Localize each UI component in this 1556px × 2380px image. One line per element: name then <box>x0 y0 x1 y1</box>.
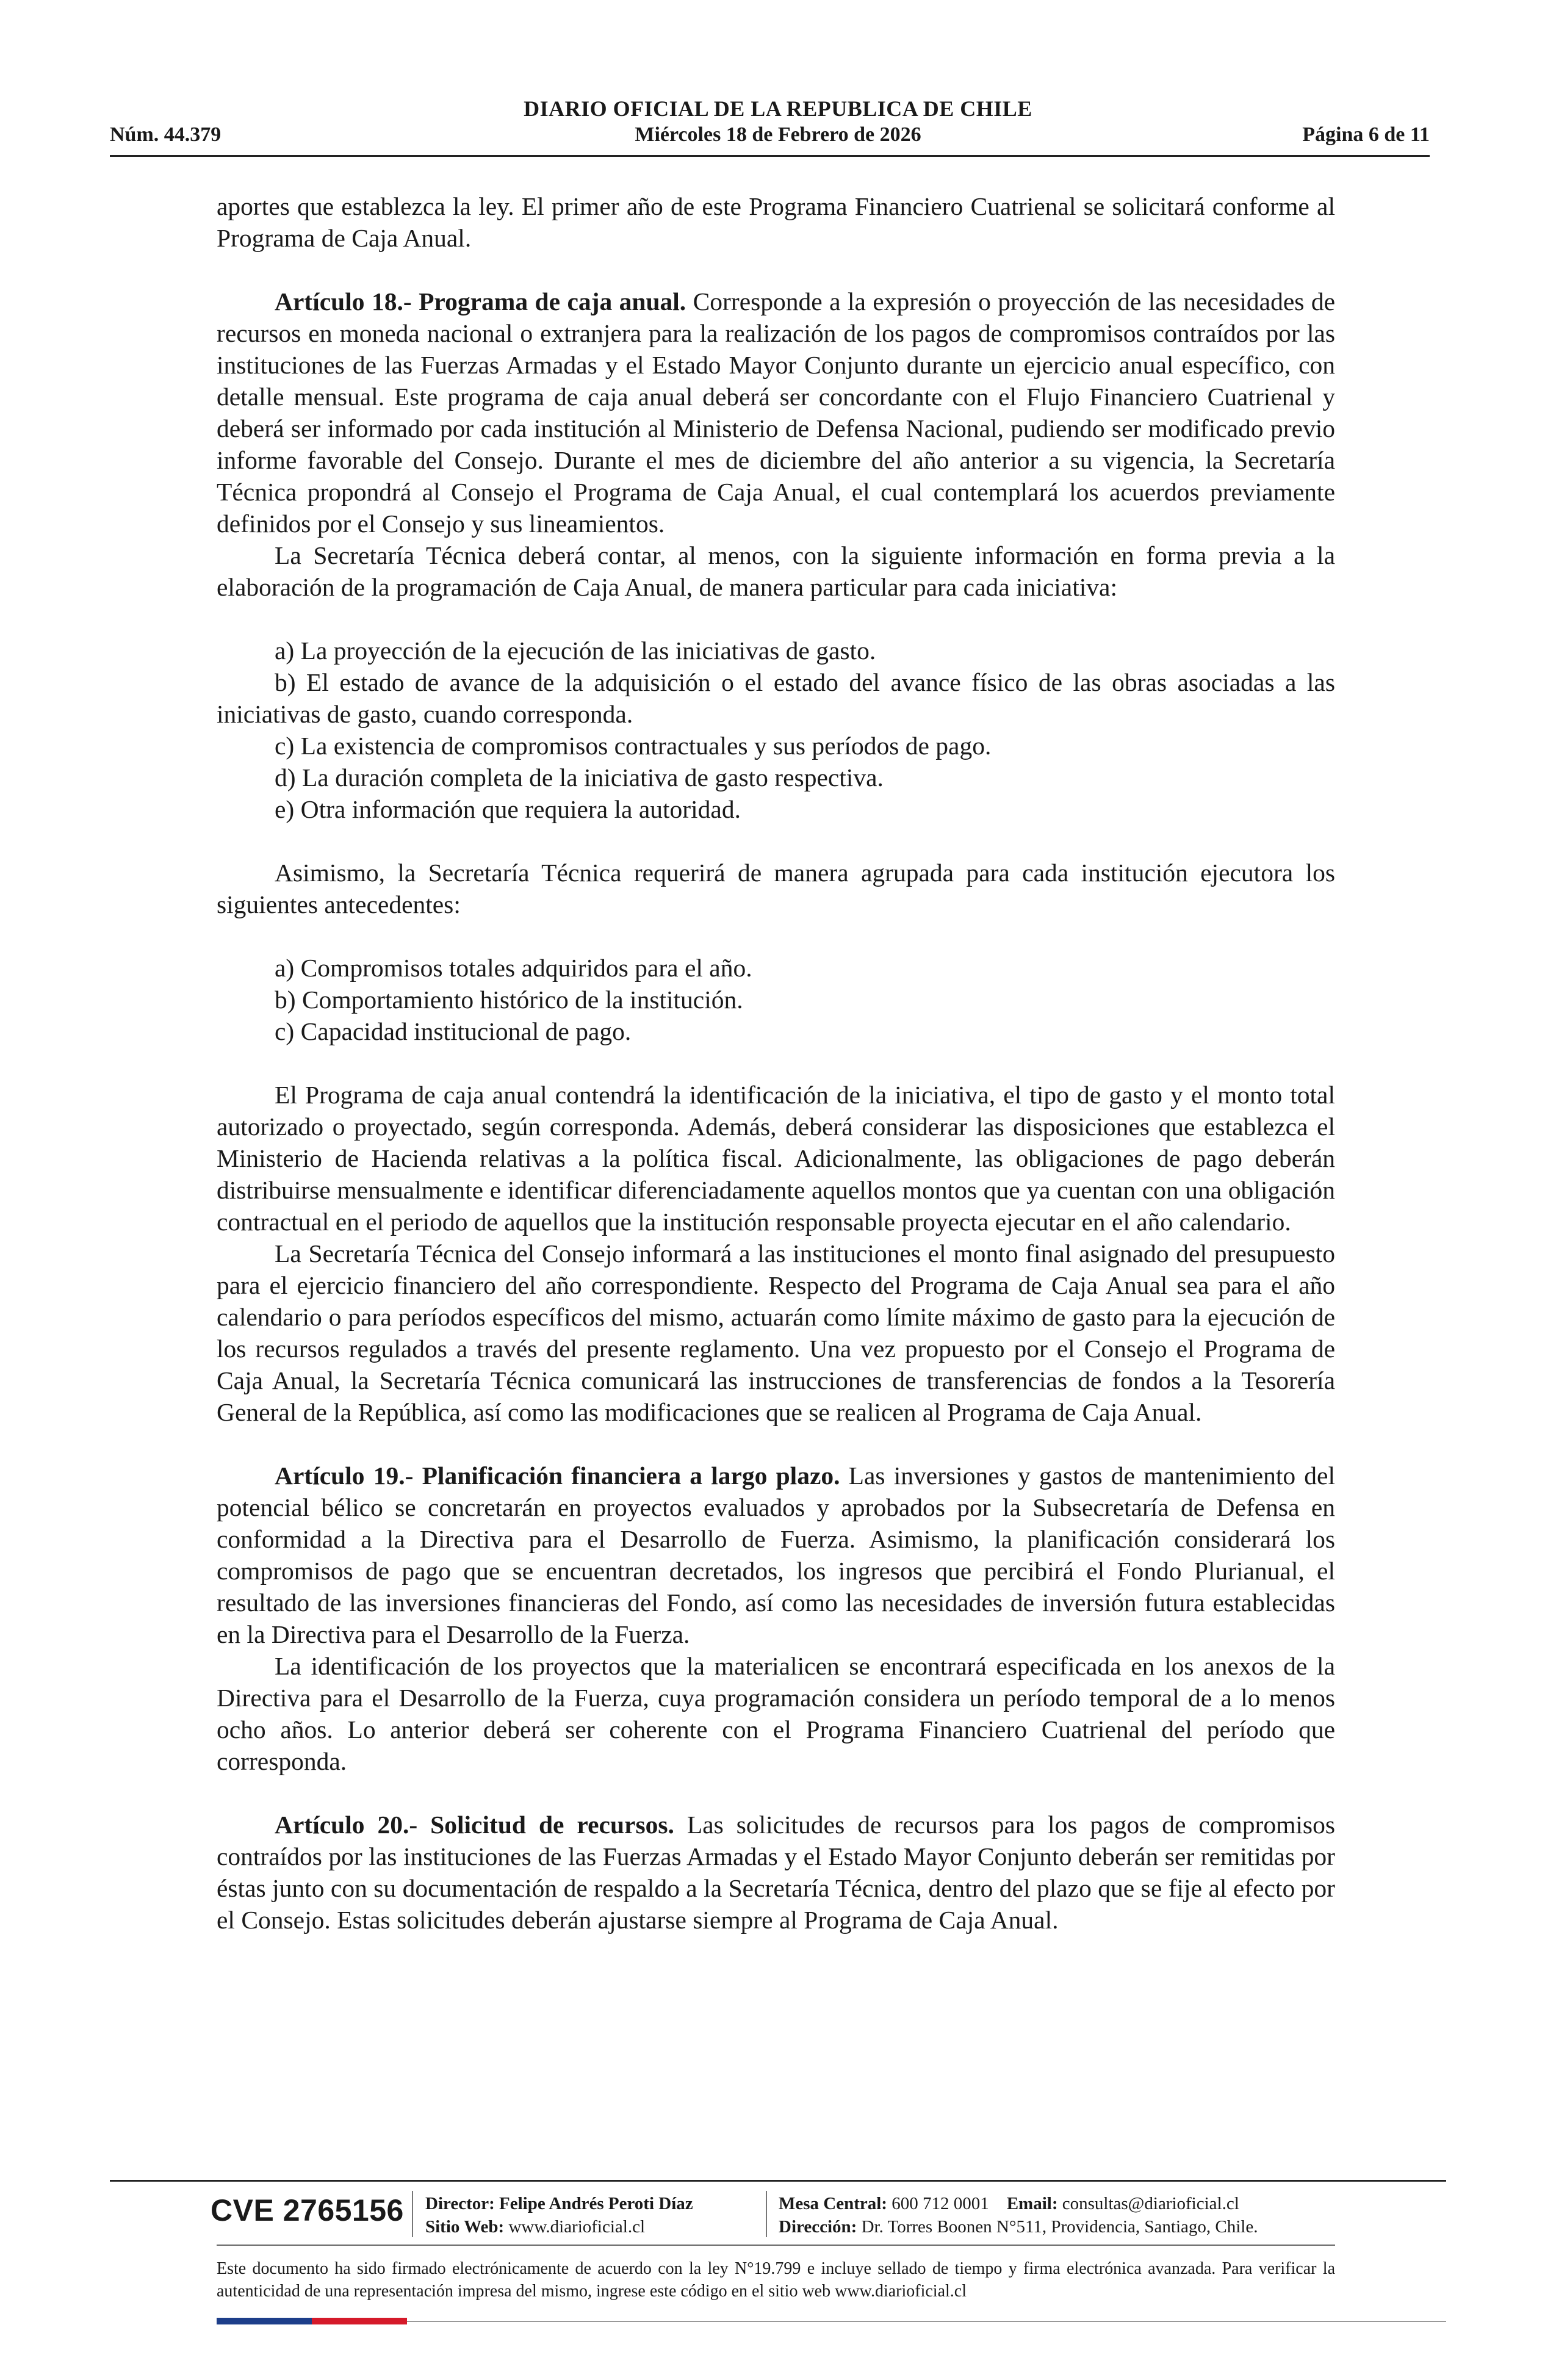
email-link[interactable]: consultas@diarioficial.cl <box>1062 2194 1239 2213</box>
article-18-text: Corresponde a la expresión o proyección de las necesidades de recursos en moneda nacional o extranjera para la realización de los pagos de compromisos contraídos por las instituciones de las Fuerzas Armadas y el Estado Mayor Conjunto durante un ejercicio anual específico, con detalle mensual. Este programa de caja anual deberá ser concordante con el Flujo Financiero Cuatrienal y deberá ser informado por cada institución al Ministerio de Defensa Nacional, pudiendo ser modificado previo informe favorable del Consejo. Durante el mes de diciembre del año anterior a su vigencia, la Secretaría Técnica propondrá al Consejo el Programa de Caja Anual, el cual contemplará los acuerdos previamente definidos por el Consejo y sus lineamientos. <box>217 287 1335 538</box>
website-link[interactable]: www.diarioficial.cl <box>508 2217 646 2237</box>
phone-label: Mesa Central: <box>779 2194 887 2213</box>
article-18-paragraph: La Secretaría Técnica del Consejo informará a las instituciones el monto final asignado del presupuesto para el ejercicio financiero del año correspondiente. Respecto del Programa de Caja Anual sea para el año calendario o para períodos específicos del mismo, actuarán como límite máximo de gasto para la ejecución de los recursos regulados a través del presente reglamento. Una vez propuesto por el Consejo el Programa de Caja Anual, la Secretaría Técnica comunicará las instrucciones de transferencias de fondos a la Tesorería General de la República, así como las modificaciones que se realicen al Programa de Caja Anual. <box>217 1239 1335 1426</box>
list-item: c) La existencia de compromisos contractuales y sus períodos de pago. <box>275 732 992 760</box>
article-18-heading: Artículo 18.- Programa de caja anual. <box>275 287 686 316</box>
footer-divider <box>110 2180 1446 2182</box>
chile-flag-stripe <box>217 2318 407 2324</box>
article-18-paragraph: Asimismo, la Secretaría Técnica requerirá de manera agrupada para cada institución ejecutora los siguientes antecedentes: <box>217 859 1335 918</box>
footer-contact-block <box>779 2192 1258 2238</box>
article-18-paragraph: El Programa de caja anual contendrá la identificación de la iniciativa, el tipo de gasto y el monto total autorizado o proyectado, según corresponda. Además, deberá considerar las disposiciones que establezca el Ministerio de Hacienda relativas a la política fiscal. Adicionalmente, las obligaciones de pago deberán distribuirse mensualmente e identificar diferenciadamente aquellos montos que ya cuentan con una obligación contractual en el periodo de aquellos que la institución responsable proyecta ejecutar en el año calendario. <box>217 1081 1335 1236</box>
flag-red-segment <box>312 2318 407 2324</box>
footer-separator <box>412 2191 413 2237</box>
article-18-paragraph: La Secretaría Técnica deberá contar, al menos, con la siguiente información en forma previa a la elaboración de la programación de Caja Anual, de manera particular para cada iniciativa: <box>217 541 1335 601</box>
footer-separator <box>766 2191 767 2237</box>
article-20-heading: Artículo 20.- Solicitud de recursos. <box>275 1811 674 1839</box>
footer-inner-divider <box>217 2245 1335 2246</box>
article-19-text: Las inversiones y gastos de mantenimiento del potencial bélico se concretarán en proyectos evaluados y aprobados por la Subsecretaría de Defensa en conformidad a la Directiva para el Desarrollo de Fuerza. Asimismo, la planificación considerará los compromisos de pago que se encuentran decretados, los ingresos que percibirá el Fondo Plurianual, el resultado de las inversiones financieras del Fondo, así como las necesidades de inversión futura establecidas en la Directiva para el Desarrollo de la Fuerza. <box>217 1462 1335 1648</box>
article-19-heading: Artículo 19.- Planificación financiera a largo plazo. <box>275 1462 840 1490</box>
article-20-text: Las solicitudes de recursos para los pagos de compromisos contraídos por las instituciones de las Fuerzas Armadas y el Estado Mayor Conjunto deberán ser remitidas por éstas junto con su documentación de respaldo a la Secretaría Técnica, dentro del plazo que se fije al efecto por el Consejo. Estas solicitudes deberán ajustarse siempre al Programa de Caja Anual. <box>217 1811 1335 1934</box>
article-19 <box>217 1460 1335 1650</box>
address-label: Dirección: <box>779 2217 857 2237</box>
address-value: Dr. Torres Boonen N°511, Providencia, Santiago, Chile. <box>861 2217 1258 2237</box>
header-divider <box>110 155 1430 157</box>
list-item: a) La proyección de la ejecución de las iniciativas de gasto. <box>275 636 876 665</box>
page-indicator: Página 6 de 11 <box>1302 123 1430 146</box>
list-item: a) Compromisos totales adquiridos para el año. <box>275 954 752 982</box>
list-item: b) Comportamiento histórico de la institución. <box>275 986 743 1014</box>
article-18 <box>217 286 1335 539</box>
article-20 <box>217 1809 1335 1936</box>
list-item: e) Otra información que requiera la autoridad. <box>275 795 741 823</box>
footer-bottom-rule <box>407 2321 1446 2322</box>
issue-number: Núm. 44.379 <box>110 123 222 146</box>
director-label: Director: <box>425 2194 495 2213</box>
phone-number: 600 712 0001 <box>891 2194 989 2213</box>
gazette-title: DIARIO OFICIAL DE LA REPUBLICA DE CHILE <box>524 96 1032 121</box>
website-label: Sitio Web: <box>425 2217 505 2237</box>
footer-director-block <box>425 2192 693 2238</box>
list-item: b) El estado de avance de la adquisición o el estado del avance físico de las obras asociadas a las iniciativas de gasto, cuando corresponda. <box>217 668 1335 728</box>
article-19-paragraph: La identificación de los proyectos que la materialicen se encontrará especificada en los anexos de la Directiva para el Desarrollo de la Fuerza, cuya programación considera un período temporal de a lo menos ocho años. Lo anterior deberá ser coherente con el Programa Financiero Cuatrienal del período que corresponda. <box>217 1652 1335 1775</box>
continuation-paragraph: aportes que establezca la ley. El primer año de este Programa Financiero Cuatrienal se solicitará conforme al Programa de Caja Anual. <box>217 192 1335 252</box>
legal-notice: Este documento ha sido firmado electrónicamente de acuerdo con la ley N°19.799 e incluye sellado de tiempo y firma electrónica avanzada. Para verificar la autenticidad de una representación impresa del mismo, ingrese este código en el sitio web www.diarioficial.cl <box>217 2259 1335 2301</box>
cve-code: CVE 2765156 <box>211 2193 404 2227</box>
issue-date: Miércoles 18 de Febrero de 2026 <box>635 123 921 146</box>
director-name: Felipe Andrés Peroti Díaz <box>499 2194 693 2213</box>
list-item: c) Capacidad institucional de pago. <box>275 1017 632 1045</box>
list-item: d) La duración completa de la iniciativa de gasto respectiva. <box>275 763 884 792</box>
document-body <box>217 190 1335 1936</box>
flag-blue-segment <box>217 2318 312 2324</box>
email-label: Email: <box>1006 2194 1058 2213</box>
